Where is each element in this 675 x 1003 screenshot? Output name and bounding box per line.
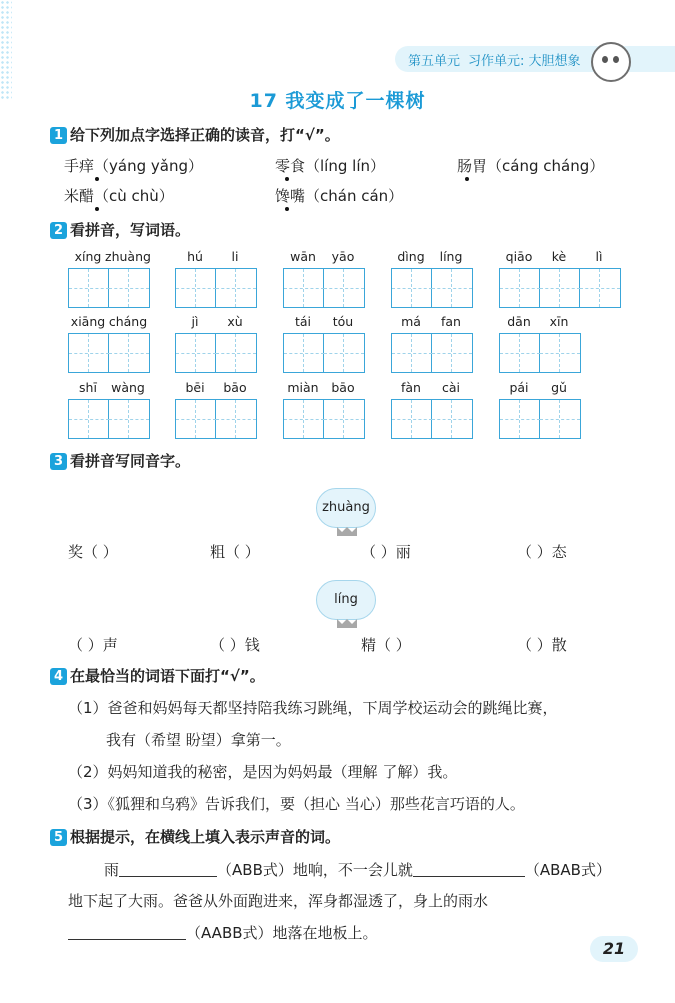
writing-cell[interactable] bbox=[324, 400, 364, 438]
writing-cell[interactable] bbox=[216, 400, 256, 438]
blank-line[interactable] bbox=[119, 862, 217, 877]
homophone-item: （ ）态 bbox=[517, 543, 567, 561]
q3-prompt: 看拼音写同音字。 bbox=[70, 452, 191, 470]
pinyin-syllable: tóu bbox=[332, 314, 354, 329]
writing-cell[interactable] bbox=[432, 269, 472, 307]
emphasis-dot bbox=[285, 207, 289, 211]
corner-dot-pattern bbox=[0, 0, 12, 100]
writing-box[interactable] bbox=[391, 399, 473, 439]
writing-cell[interactable] bbox=[284, 269, 324, 307]
writing-cell[interactable] bbox=[500, 400, 540, 438]
homophone-item: 精（ ） bbox=[361, 636, 411, 654]
writing-box[interactable] bbox=[68, 399, 150, 439]
q4-line: 我有（希望 盼望）拿第一。 bbox=[106, 731, 291, 749]
writing-box[interactable] bbox=[391, 333, 473, 373]
emphasis-dot bbox=[95, 207, 99, 211]
q1-item: 零食（líng lín） bbox=[275, 157, 385, 175]
writing-box[interactable] bbox=[499, 399, 581, 439]
pinyin-syllable: dān bbox=[507, 314, 531, 329]
pinyin-syllable: bēi bbox=[185, 380, 205, 395]
q5-line-2: 地下起了大雨。爸爸从外面跑进来，浑身都湿透了，身上的雨水 bbox=[68, 892, 489, 910]
pinyin-syllable: má bbox=[401, 314, 421, 329]
writing-cell[interactable] bbox=[69, 400, 109, 438]
pinyin-syllable: dìng bbox=[397, 249, 425, 264]
pinyin-syllable: xīn bbox=[549, 314, 569, 329]
writing-cell[interactable] bbox=[392, 269, 432, 307]
writing-cell[interactable] bbox=[540, 334, 580, 372]
writing-cell[interactable] bbox=[324, 334, 364, 372]
q4-line: （2）妈妈知道我的秘密，是因为妈妈最（理解 了解）我。 bbox=[68, 763, 458, 781]
emphasis-dot bbox=[465, 177, 469, 181]
q5-heading bbox=[50, 826, 340, 847]
pinyin-syllable: xù bbox=[227, 314, 243, 329]
pinyin-cloud: líng bbox=[316, 580, 376, 620]
pinyin-syllable: gǔ bbox=[551, 380, 567, 395]
emphasis-dot bbox=[285, 177, 289, 181]
pinyin-syllable: cài bbox=[441, 380, 460, 395]
writing-cell[interactable] bbox=[500, 334, 540, 372]
crown-icon bbox=[337, 527, 357, 536]
q2-prompt: 看拼音，写词语。 bbox=[70, 221, 191, 239]
q3-number: 3 bbox=[50, 453, 67, 470]
q1-item: 馋嘴（chán cán） bbox=[275, 187, 404, 205]
writing-cell[interactable] bbox=[324, 269, 364, 307]
writing-cell[interactable] bbox=[216, 269, 256, 307]
pinyin-syllable: bāo bbox=[331, 380, 355, 395]
pinyin-syllable: wàng bbox=[111, 380, 145, 395]
pinyin-syllable: zhuàng bbox=[105, 249, 151, 264]
writing-cell[interactable] bbox=[284, 334, 324, 372]
mascot-icon bbox=[591, 42, 631, 82]
homophone-item: 奖（ ） bbox=[68, 543, 118, 561]
lesson-title: 17 我变成了一棵树 bbox=[249, 90, 426, 112]
writing-cell[interactable] bbox=[392, 400, 432, 438]
pinyin-syllable: líng bbox=[439, 249, 463, 264]
writing-box[interactable] bbox=[175, 268, 257, 308]
q3-heading bbox=[50, 450, 190, 471]
pinyin-syllable: tái bbox=[294, 314, 312, 329]
writing-cell[interactable] bbox=[500, 269, 540, 307]
unit-header bbox=[408, 50, 581, 69]
section-label: 习作单元: 大胆想象 bbox=[468, 54, 581, 69]
writing-cell[interactable] bbox=[540, 400, 580, 438]
writing-box[interactable] bbox=[283, 399, 365, 439]
q1-item: 肠胃（cáng cháng） bbox=[457, 157, 605, 175]
emphasis-dot bbox=[95, 177, 99, 181]
homophone-item: （ ）钱 bbox=[210, 636, 260, 654]
unit-label: 第五单元 bbox=[408, 54, 461, 69]
pinyin-syllable: fàn bbox=[401, 380, 421, 395]
q2-number: 2 bbox=[50, 222, 67, 239]
pinyin-syllable: hú bbox=[187, 249, 203, 264]
writing-cell[interactable] bbox=[69, 334, 109, 372]
pinyin-syllable: jì bbox=[191, 314, 199, 329]
writing-cell[interactable] bbox=[540, 269, 580, 307]
q4-heading bbox=[50, 665, 265, 686]
homophone-item: 粗（ ） bbox=[210, 543, 260, 561]
writing-cell[interactable] bbox=[216, 334, 256, 372]
writing-box[interactable] bbox=[68, 333, 150, 373]
q1-number: 1 bbox=[50, 127, 67, 144]
writing-box[interactable] bbox=[499, 333, 581, 373]
q1-prompt: 给下列加点字选择正确的读音，打“√”。 bbox=[70, 126, 340, 144]
blank-line[interactable] bbox=[413, 862, 525, 877]
writing-box[interactable] bbox=[391, 268, 473, 308]
homophone-item: （ ）散 bbox=[517, 636, 567, 654]
writing-cell[interactable] bbox=[392, 334, 432, 372]
writing-cell[interactable] bbox=[176, 269, 216, 307]
q4-line: （1）爸爸和妈妈每天都坚持陪我练习跳绳，下周学校运动会的跳绳比赛， bbox=[68, 699, 558, 717]
pinyin-syllable: shī bbox=[79, 380, 97, 395]
homophone-item: （ ）丽 bbox=[361, 543, 411, 561]
writing-cell[interactable] bbox=[69, 269, 109, 307]
pinyin-syllable: pái bbox=[509, 380, 529, 395]
page-number: 21 bbox=[590, 936, 638, 962]
pinyin-syllable: bāo bbox=[223, 380, 247, 395]
writing-cell[interactable] bbox=[432, 334, 472, 372]
blank-line[interactable] bbox=[68, 925, 186, 940]
writing-cell[interactable] bbox=[176, 400, 216, 438]
writing-box[interactable] bbox=[283, 333, 365, 373]
q4-number: 4 bbox=[50, 668, 67, 685]
q1-item: 手痒（yáng yǎng） bbox=[64, 157, 203, 175]
q5-number: 5 bbox=[50, 829, 67, 846]
pinyin-syllable: xiāng bbox=[70, 314, 106, 329]
writing-box[interactable] bbox=[175, 399, 257, 439]
writing-box[interactable] bbox=[175, 333, 257, 373]
crown-icon bbox=[337, 619, 357, 628]
writing-box[interactable] bbox=[68, 268, 150, 308]
q2-heading bbox=[50, 219, 190, 240]
writing-cell[interactable] bbox=[176, 334, 216, 372]
pinyin-syllable: miàn bbox=[287, 380, 319, 395]
pinyin-syllable: li bbox=[231, 249, 239, 264]
q1-heading bbox=[50, 124, 340, 145]
q5-prompt: 根据提示，在横线上填入表示声音的词。 bbox=[70, 828, 341, 846]
q5-line-3: （AABB式）地落在地板上。 bbox=[68, 922, 378, 943]
pinyin-syllable: cháng bbox=[108, 314, 148, 329]
writing-cell[interactable] bbox=[432, 400, 472, 438]
q1-item: 米醋（cù chù） bbox=[64, 187, 174, 205]
pinyin-syllable: fan bbox=[441, 314, 461, 329]
pinyin-syllable: qiāo bbox=[505, 249, 533, 264]
pinyin-syllable: kè bbox=[551, 249, 567, 264]
pinyin-syllable: yāo bbox=[331, 249, 355, 264]
pinyin-syllable: wān bbox=[290, 249, 316, 264]
q5-line-1: 雨 （ABB式）地响，不一会儿就 （ABAB式） bbox=[104, 861, 611, 879]
pinyin-syllable: lì bbox=[595, 249, 603, 264]
pinyin-syllable: xíng bbox=[74, 249, 102, 264]
q4-line: （3）《狐狸和乌鸦》告诉我们，要（担心 当心）那些花言巧语的人。 bbox=[68, 795, 525, 813]
writing-cell[interactable] bbox=[284, 400, 324, 438]
pinyin-cloud: zhuàng bbox=[316, 488, 376, 528]
writing-cell[interactable] bbox=[109, 400, 149, 438]
writing-cell[interactable] bbox=[580, 269, 620, 307]
writing-box[interactable] bbox=[283, 268, 365, 308]
q4-prompt: 在最恰当的词语下面打“√”。 bbox=[70, 667, 265, 685]
writing-cell[interactable] bbox=[109, 269, 149, 307]
homophone-item: （ ）声 bbox=[68, 636, 118, 654]
writing-box[interactable] bbox=[499, 268, 621, 308]
writing-cell[interactable] bbox=[109, 334, 149, 372]
